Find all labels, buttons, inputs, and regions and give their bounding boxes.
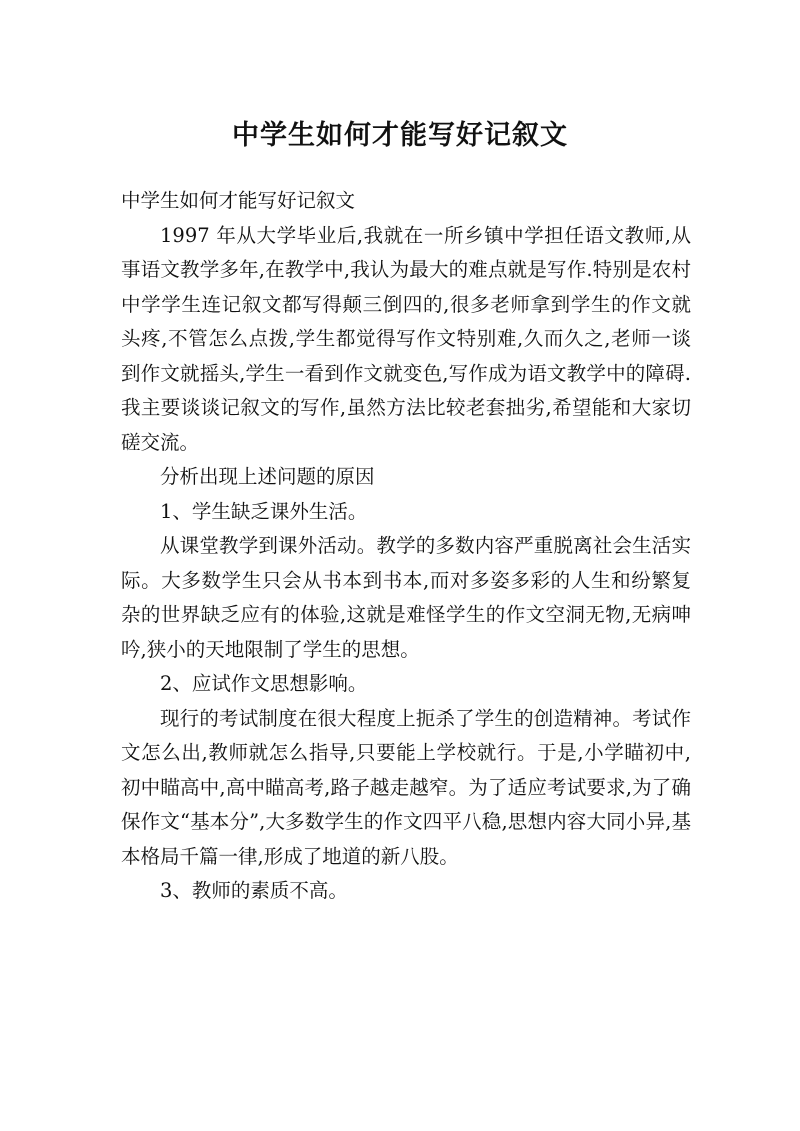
point-heading-1: 1、学生缺乏课外生活。 [160, 499, 368, 523]
document-subtitle: 中学生如何才能写好记叙文 [121, 189, 356, 212]
point-heading-3: 3、教师的素质不高。 [160, 879, 348, 902]
point-heading-2: 2、应试作文思想影响。 [160, 672, 368, 695]
point-paragraph-1: 从课堂教学到课外活动。教学的多数内容严重脱离社会生活实际。大多数学生只会从书本到书本,而对多姿多彩的人生和纷繁复杂的世界缺乏应有的体验,这就是难怪学生的作文空洞无物,无病呻吟,狭小的天地限制了学生的思想。 [121, 534, 691, 661]
document-title: 中学生如何才能写好记叙文 [232, 120, 568, 152]
section-heading-causes: 分析出现上述问题的原因 [160, 465, 375, 488]
intro-paragraph: 1997 年从大学毕业后,我就在一所乡镇中学担任语文教师,从事语文教学多年,在教学中,我认为最大的难点就是写作.特别是农村中学学生连记叙文都写得颠三倒四的,很多老师拿到学生的作文就头疼,不管怎么点拨,学生都觉得写作文特别难,久而久之,老师一谈到作文就摇头,学生一看到作文就变色,写作成为语文教学中的障碍.我主要谈谈记叙文的写作,虽然方法比较老套拙劣,希望能和大家切磋交流。 [121, 223, 691, 454]
point-paragraph-2: 现行的考试制度在很大程度上扼杀了学生的创造精神。考试作文怎么出,教师就怎么指导,只要能上学校就行。于是,小学瞄初中,初中瞄高中,高中瞄高考,路子越走越窄。为了适应考试要求,为了确保作文“基本分”,大多数学生的作文四平八稳,思想内容大同小异,基本格局千篇一律,形成了地道的新八股。 [121, 706, 691, 868]
document-body [121, 184, 691, 909]
